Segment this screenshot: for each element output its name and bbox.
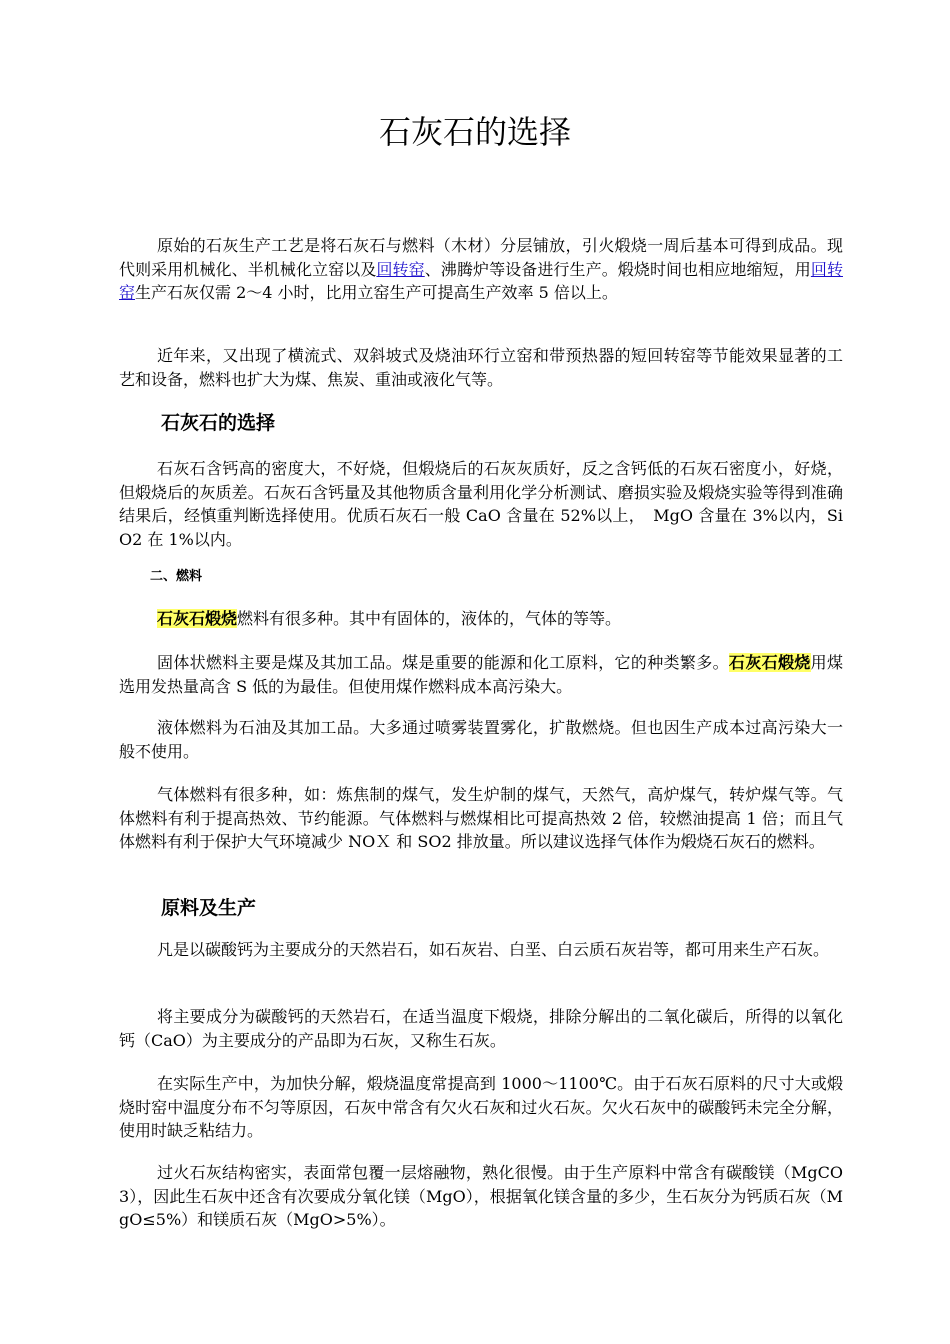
paragraph-text: 固体状燃料主要是煤及其加工品。煤是重要的能源和化工原料，它的种类繁多。 xyxy=(157,653,729,672)
highlighted-keyword: 石灰石煅烧 xyxy=(728,653,811,672)
paragraph-recent: 近年来，又出现了横流式、双斜坡式及烧油环行立窑和带预热器的短回转窑等节能效果显著的工艺和设备，燃料也扩大为煤、焦炭、重油或液化气等。 xyxy=(119,346,843,389)
paragraph-overburnt-lime: 过火石灰结构密实，表面常包覆一层熔融物，熟化很慢。由于生产原料中常含有碳酸镁（MgCO3），因此生石灰中还含有次要成分氧化镁（MgO），根据氧化镁含量的多少，生石灰分为钙质石灰（MgO≤5%）和镁质石灰（MgO>5%）。 xyxy=(119,1163,843,1229)
document-title: 石灰石的选择 xyxy=(378,113,571,151)
paragraph-text: 原始的石灰生产工艺是将石灰石与燃料（木材）分层铺放，引火煅烧一周后基本可得到成品。现代则采用机械化、半机械化立窑以及 xyxy=(119,236,843,279)
paragraph-text: 、沸腾炉等设备进行生产。煅烧时间也相应地缩短，用 xyxy=(424,259,811,279)
paragraph-temperature: 在实际生产中，为加快分解，煅烧温度常提高到 1000～1100℃。由于石灰石原料的尺寸大或煅烧时窑中温度分布不匀等原因，石灰中常含有欠火石灰和过火石灰。欠火石灰中的碳酸钙未完全分解，使用时缺乏粘结力。 xyxy=(119,1074,843,1140)
paragraph-fuel-intro xyxy=(119,607,843,631)
paragraph-text: 用煤选用发热量高含 S 低的为最佳。但使用煤作燃料成本高污染大。 xyxy=(119,653,843,696)
highlighted-keyword: 石灰石煅烧 xyxy=(157,609,238,628)
paragraph-gas-fuel: 气体燃料有很多种，如：炼焦制的煤气，发生炉制的煤气，天然气，高炉煤气，转炉煤气等。气体燃料有利于提高热效、节约能源。气体燃料与燃煤相比可提高热效 2 倍，较燃油提高 1 倍；而且气体燃料有利于保护大气环境减少 NOＸ 和 SO2 排放量。所以建议选择气体作为煅烧石灰石的燃料。 xyxy=(119,785,843,851)
paragraph-liquid-fuel: 液体燃料为石油及其加工品。大多通过喷雾装置雾化，扩散燃烧。但也因生产成本过高污染大一般不使用。 xyxy=(119,718,843,761)
paragraph-raw-materials: 凡是以碳酸钙为主要成分的天然岩石，如石灰岩、白垩、白云质石灰岩等，都可用来生产石灰。 xyxy=(157,940,830,959)
heading-fuel: 二、燃料 xyxy=(150,569,203,584)
paragraph-text: 燃料有很多种。其中有固体的，液体的，气体的等等。 xyxy=(237,609,622,628)
paragraph-history xyxy=(119,234,843,305)
rotary-kiln-link[interactable]: 回转窑 xyxy=(376,259,425,279)
heading-raw-materials: 原料及生产 xyxy=(161,897,257,919)
heading-limestone-selection: 石灰石的选择 xyxy=(161,412,276,434)
paragraph-solid-fuel xyxy=(119,651,843,698)
paragraph-selection: 石灰石含钙高的密度大，不好烧，但煅烧后的石灰灰质好，反之含钙低的石灰石密度小，好烧，但煅烧后的灰质差。石灰石含钙量及其他物质含量利用化学分析测试、磨损实验及煅烧实验等得到准确结果后，经慎重判断选择使用。优质石灰石一般 CaO 含量在 52%以上， MgO 含量在 3%以内，SiO2 在 1%以内。 xyxy=(119,459,843,549)
paragraph-text: 生产石灰仅需 2～4 小时，比用立窑生产可提高生产效率 5 倍以上。 xyxy=(135,283,618,302)
rotary-kiln-link-2[interactable]: 回转窑 xyxy=(119,259,843,302)
paragraph-calcination: 将主要成分为碳酸钙的天然岩石，在适当温度下煅烧，排除分解出的二氧化碳后，所得的以氧化钙（CaO）为主要成分的产品即为石灰，又称生石灰。 xyxy=(119,1007,843,1050)
